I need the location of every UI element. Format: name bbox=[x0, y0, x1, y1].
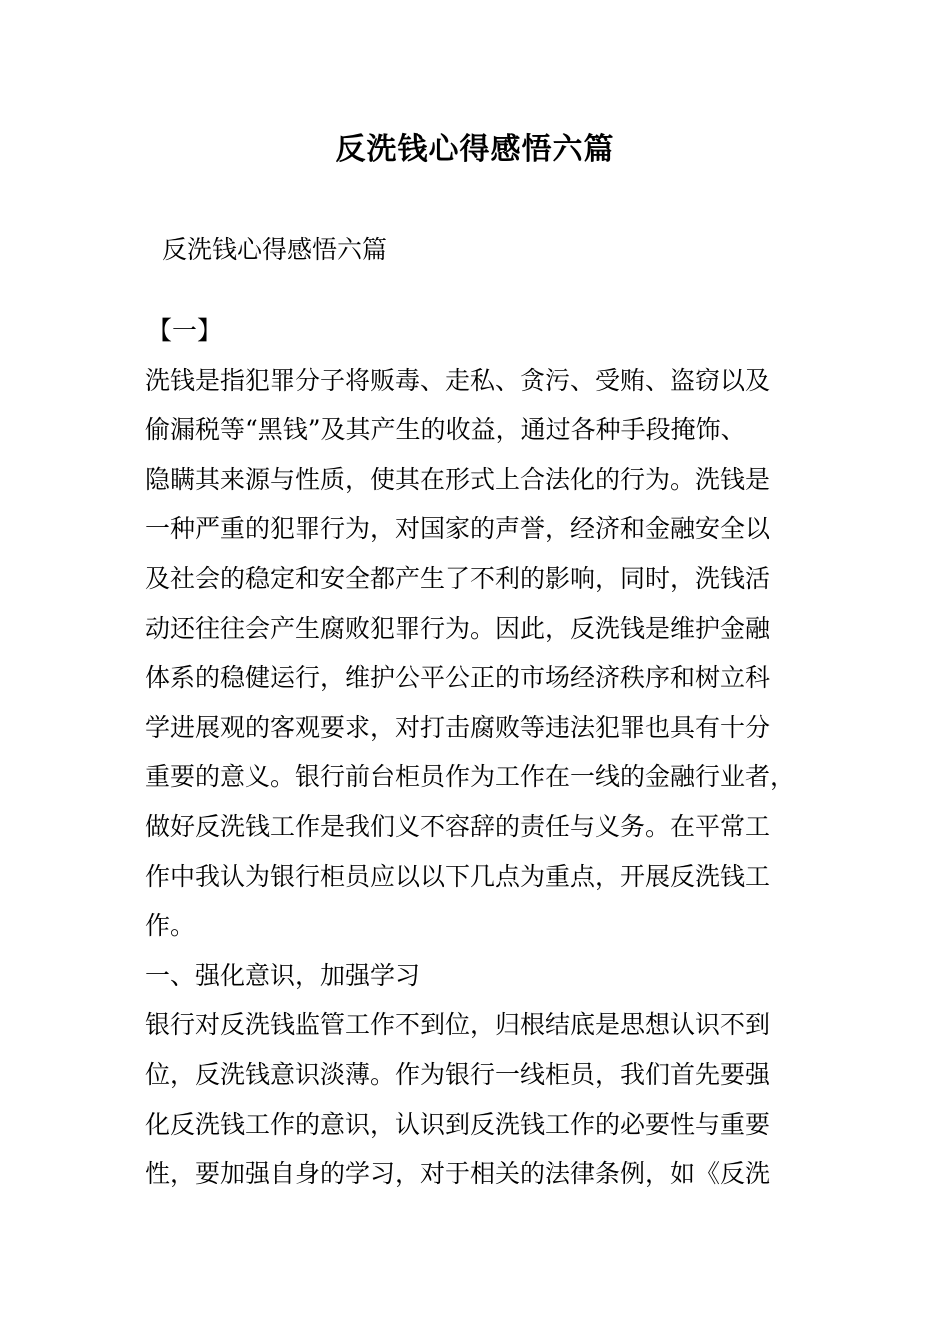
paragraph-line: 作。 bbox=[145, 911, 196, 941]
paragraph-line: 性，要加强自身的学习，对于相关的法律条例，如《反洗 bbox=[145, 1159, 771, 1189]
paragraph-line: 偷漏税等“黑钱”及其产生的收益，通过各种手段掩饰、 bbox=[145, 415, 746, 445]
document-body bbox=[145, 306, 805, 1199]
paragraph-line: 作中我认为银行柜员应以以下几点为重点，开展反洗钱工 bbox=[145, 861, 771, 891]
paragraph-line: 做好反洗钱工作是我们义不容辞的责任与义务。在平常工 bbox=[145, 811, 771, 841]
paragraph-line: 位，反洗钱意识淡薄。作为银行一线柜员，我们首先要强 bbox=[145, 1059, 771, 1089]
paragraph-line: 重要的意义。银行前台柜员作为工作在一线的金融行业者， bbox=[145, 762, 796, 792]
document-subtitle: 反洗钱心得感悟六篇 bbox=[162, 235, 388, 264]
paragraph-line: 动还往往会产生腐败犯罪行为。因此，反洗钱是维护金融 bbox=[145, 613, 771, 643]
paragraph-line: 学进展观的客观要求，对打击腐败等违法犯罪也具有十分 bbox=[145, 712, 771, 742]
paragraph-line: 一种严重的犯罪行为，对国家的声誉，经济和金融安全以 bbox=[145, 514, 771, 544]
paragraph-line: 体系的稳健运行，维护公平公正的市场经济秩序和树立科 bbox=[145, 663, 771, 693]
section-heading-one: 【一】 bbox=[147, 316, 223, 345]
paragraph-line: 隐瞒其来源与性质，使其在形式上合法化的行为。洗钱是 bbox=[145, 464, 771, 494]
paragraph-line: 化反洗钱工作的意识，认识到反洗钱工作的必要性与重要 bbox=[145, 1109, 771, 1139]
paragraph-line: 银行对反洗钱监管工作不到位，归根结底是思想认识不到 bbox=[145, 1010, 771, 1040]
paragraph-line: 及社会的稳定和安全都产生了不利的影响，同时，洗钱活 bbox=[145, 563, 771, 593]
document-title: 反洗钱心得感悟六篇 bbox=[335, 132, 615, 167]
paragraph-line: 洗钱是指犯罪分子将贩毒、走私、贪污、受贿、盗窃以及 bbox=[145, 365, 771, 395]
section-heading-strengthen: 一、强化意识，加强学习 bbox=[145, 960, 421, 990]
